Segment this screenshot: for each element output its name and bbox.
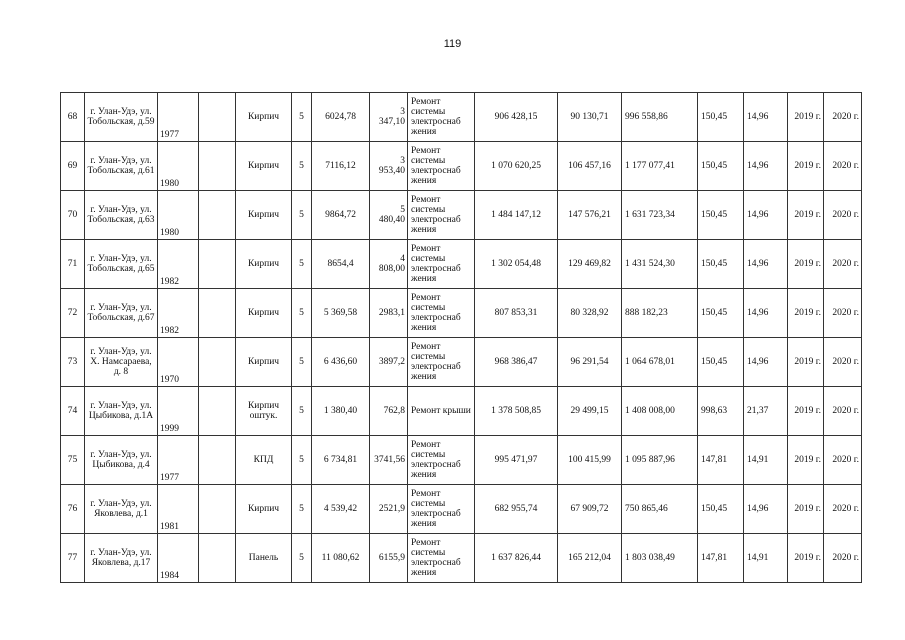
- total-cost-cell: 888 182,23: [622, 289, 698, 338]
- address-cell: г. Улан-Удэ, ул. Цыбикова, д.1А: [85, 387, 158, 436]
- living-area-cell: 762,8: [370, 387, 408, 436]
- year-built-cell: 1982: [158, 289, 199, 338]
- total-area-cell: 11 080,62: [312, 534, 370, 583]
- address-cell: г. Улан-Удэ, ул. Тобольская, д.63: [85, 191, 158, 240]
- work-type-cell: Ремонт крыши: [408, 387, 475, 436]
- table-row: [61, 191, 862, 240]
- total-cost-cell: 1 177 077,41: [622, 142, 698, 191]
- floors-cell: 5: [292, 485, 312, 534]
- floors-cell: 5: [292, 436, 312, 485]
- cost-extra-cell: 80 328,92: [558, 289, 622, 338]
- wall-material-cell: КПД: [236, 436, 292, 485]
- cost-cell: 1 637 826,44: [475, 534, 558, 583]
- blank-cell: [199, 387, 236, 436]
- blank-cell: [199, 142, 236, 191]
- cost-cell: 1 484 147,12: [475, 191, 558, 240]
- blank-cell: [199, 534, 236, 583]
- address-cell: г. Улан-Удэ, ул. Тобольская, д.65: [85, 240, 158, 289]
- start-year-cell: 2019 г.: [788, 142, 824, 191]
- cost-extra-cell: 106 457,16: [558, 142, 622, 191]
- work-type-cell: Ремонт системы электроснаб жения: [408, 485, 475, 534]
- page-number: 119: [443, 38, 462, 50]
- living-area-cell: 2521,9: [370, 485, 408, 534]
- total-area-cell: 6024,78: [312, 93, 370, 142]
- cost-extra-cell: 165 212,04: [558, 534, 622, 583]
- start-year-cell: 2019 г.: [788, 191, 824, 240]
- rate-cell: 150,45: [698, 93, 744, 142]
- total-cost-cell: 1 408 008,00: [622, 387, 698, 436]
- total-area-cell: 8654,4: [312, 240, 370, 289]
- percent-cell: 21,37: [744, 387, 788, 436]
- end-year-cell: 2020 г.: [824, 93, 862, 142]
- total-area-cell: 5 369,58: [312, 289, 370, 338]
- table-row: [61, 142, 862, 191]
- floors-cell: 5: [292, 387, 312, 436]
- total-cost-cell: 750 865,46: [622, 485, 698, 534]
- cost-extra-cell: 147 576,21: [558, 191, 622, 240]
- wall-material-cell: Кирпич: [236, 191, 292, 240]
- percent-cell: 14,96: [744, 485, 788, 534]
- total-cost-cell: 996 558,86: [622, 93, 698, 142]
- blank-cell: [199, 485, 236, 534]
- start-year-cell: 2019 г.: [788, 93, 824, 142]
- start-year-cell: 2019 г.: [788, 289, 824, 338]
- start-year-cell: 2019 г.: [788, 240, 824, 289]
- table-row: [61, 387, 862, 436]
- row-number: 68: [61, 93, 85, 142]
- cost-cell: 807 853,31: [475, 289, 558, 338]
- row-number: 69: [61, 142, 85, 191]
- work-type-cell: Ремонт системы электроснаб жения: [408, 534, 475, 583]
- living-area-cell: 6155,9: [370, 534, 408, 583]
- year-built-cell: 1977: [158, 93, 199, 142]
- table-row: [61, 534, 862, 583]
- row-number: 71: [61, 240, 85, 289]
- total-cost-cell: 1 803 038,49: [622, 534, 698, 583]
- work-type-cell: Ремонт системы электроснаб жения: [408, 93, 475, 142]
- end-year-cell: 2020 г.: [824, 485, 862, 534]
- start-year-cell: 2019 г.: [788, 338, 824, 387]
- total-area-cell: 6 436,60: [312, 338, 370, 387]
- total-cost-cell: 1 631 723,34: [622, 191, 698, 240]
- address-cell: г. Улан-Удэ, ул. Х. Намсараева, д. 8: [85, 338, 158, 387]
- work-type-cell: Ремонт системы электроснаб жения: [408, 191, 475, 240]
- wall-material-cell: Кирпич: [236, 289, 292, 338]
- address-cell: г. Улан-Удэ, ул. Тобольская, д.59: [85, 93, 158, 142]
- wall-material-cell: Кирпич: [236, 485, 292, 534]
- year-built-cell: 1981: [158, 485, 199, 534]
- wall-material-cell: Кирпич оштук.: [236, 387, 292, 436]
- cost-extra-cell: 96 291,54: [558, 338, 622, 387]
- cost-extra-cell: 90 130,71: [558, 93, 622, 142]
- living-area-cell: 3 953,40: [370, 142, 408, 191]
- address-cell: г. Улан-Удэ, ул. Цыбикова, д.4: [85, 436, 158, 485]
- year-built-cell: 1999: [158, 387, 199, 436]
- row-number: 76: [61, 485, 85, 534]
- cost-extra-cell: 67 909,72: [558, 485, 622, 534]
- table-body: [61, 93, 862, 583]
- blank-cell: [199, 191, 236, 240]
- table-row: [61, 93, 862, 142]
- total-area-cell: 9864,72: [312, 191, 370, 240]
- rate-cell: 150,45: [698, 142, 744, 191]
- blank-cell: [199, 289, 236, 338]
- address-cell: г. Улан-Удэ, ул. Яковлева, д.17: [85, 534, 158, 583]
- floors-cell: 5: [292, 534, 312, 583]
- table-row: [61, 289, 862, 338]
- total-area-cell: 4 539,42: [312, 485, 370, 534]
- cost-cell: 995 471,97: [475, 436, 558, 485]
- percent-cell: 14,96: [744, 338, 788, 387]
- work-type-cell: Ремонт системы электроснаб жения: [408, 240, 475, 289]
- rate-cell: 147,81: [698, 534, 744, 583]
- row-number: 72: [61, 289, 85, 338]
- cost-cell: 968 386,47: [475, 338, 558, 387]
- table-row: [61, 338, 862, 387]
- total-cost-cell: 1 095 887,96: [622, 436, 698, 485]
- address-cell: г. Улан-Удэ, ул. Тобольская, д.61: [85, 142, 158, 191]
- year-built-cell: 1980: [158, 191, 199, 240]
- living-area-cell: 4 808,00: [370, 240, 408, 289]
- work-type-cell: Ремонт системы электроснаб жения: [408, 338, 475, 387]
- living-area-cell: 2983,1: [370, 289, 408, 338]
- percent-cell: 14,96: [744, 142, 788, 191]
- cost-cell: 682 955,74: [475, 485, 558, 534]
- cost-cell: 906 428,15: [475, 93, 558, 142]
- rate-cell: 150,45: [698, 289, 744, 338]
- living-area-cell: 3897,2: [370, 338, 408, 387]
- percent-cell: 14,96: [744, 93, 788, 142]
- work-type-cell: Ремонт системы электроснаб жения: [408, 289, 475, 338]
- total-area-cell: 1 380,40: [312, 387, 370, 436]
- cost-cell: 1 378 508,85: [475, 387, 558, 436]
- row-number: 74: [61, 387, 85, 436]
- blank-cell: [199, 436, 236, 485]
- cost-extra-cell: 129 469,82: [558, 240, 622, 289]
- year-built-cell: 1970: [158, 338, 199, 387]
- address-cell: г. Улан-Удэ, ул. Тобольская, д.67: [85, 289, 158, 338]
- percent-cell: 14,91: [744, 436, 788, 485]
- rate-cell: 998,63: [698, 387, 744, 436]
- wall-material-cell: Панель: [236, 534, 292, 583]
- work-type-cell: Ремонт системы электроснаб жения: [408, 436, 475, 485]
- percent-cell: 14,96: [744, 191, 788, 240]
- wall-material-cell: Кирпич: [236, 240, 292, 289]
- start-year-cell: 2019 г.: [788, 534, 824, 583]
- rate-cell: 150,45: [698, 240, 744, 289]
- row-number: 75: [61, 436, 85, 485]
- wall-material-cell: Кирпич: [236, 338, 292, 387]
- start-year-cell: 2019 г.: [788, 485, 824, 534]
- floors-cell: 5: [292, 93, 312, 142]
- end-year-cell: 2020 г.: [824, 338, 862, 387]
- table-row: [61, 485, 862, 534]
- row-number: 73: [61, 338, 85, 387]
- address-cell: г. Улан-Удэ, ул. Яковлева, д.1: [85, 485, 158, 534]
- blank-cell: [199, 240, 236, 289]
- living-area-cell: 5 480,40: [370, 191, 408, 240]
- blank-cell: [199, 338, 236, 387]
- floors-cell: 5: [292, 289, 312, 338]
- floors-cell: 5: [292, 338, 312, 387]
- start-year-cell: 2019 г.: [788, 387, 824, 436]
- wall-material-cell: Кирпич: [236, 93, 292, 142]
- cost-cell: 1 302 054,48: [475, 240, 558, 289]
- cost-extra-cell: 29 499,15: [558, 387, 622, 436]
- end-year-cell: 2020 г.: [824, 387, 862, 436]
- table-row: [61, 240, 862, 289]
- living-area-cell: 3 347,10: [370, 93, 408, 142]
- end-year-cell: 2020 г.: [824, 436, 862, 485]
- rate-cell: 147,81: [698, 436, 744, 485]
- cost-extra-cell: 100 415,99: [558, 436, 622, 485]
- percent-cell: 14,96: [744, 240, 788, 289]
- end-year-cell: 2020 г.: [824, 289, 862, 338]
- work-type-cell: Ремонт системы электроснаб жения: [408, 142, 475, 191]
- year-built-cell: 1982: [158, 240, 199, 289]
- row-number: 70: [61, 191, 85, 240]
- row-number: 77: [61, 534, 85, 583]
- total-area-cell: 7116,12: [312, 142, 370, 191]
- total-cost-cell: 1 431 524,30: [622, 240, 698, 289]
- floors-cell: 5: [292, 191, 312, 240]
- year-built-cell: 1977: [158, 436, 199, 485]
- floors-cell: 5: [292, 240, 312, 289]
- table-row: [61, 436, 862, 485]
- end-year-cell: 2020 г.: [824, 191, 862, 240]
- repair-table: [60, 92, 862, 583]
- year-built-cell: 1980: [158, 142, 199, 191]
- percent-cell: 14,91: [744, 534, 788, 583]
- cost-cell: 1 070 620,25: [475, 142, 558, 191]
- rate-cell: 150,45: [698, 191, 744, 240]
- rate-cell: 150,45: [698, 485, 744, 534]
- end-year-cell: 2020 г.: [824, 142, 862, 191]
- total-cost-cell: 1 064 678,01: [622, 338, 698, 387]
- end-year-cell: 2020 г.: [824, 534, 862, 583]
- living-area-cell: 3741,56: [370, 436, 408, 485]
- rate-cell: 150,45: [698, 338, 744, 387]
- wall-material-cell: Кирпич: [236, 142, 292, 191]
- start-year-cell: 2019 г.: [788, 436, 824, 485]
- total-area-cell: 6 734,81: [312, 436, 370, 485]
- percent-cell: 14,96: [744, 289, 788, 338]
- blank-cell: [199, 93, 236, 142]
- floors-cell: 5: [292, 142, 312, 191]
- end-year-cell: 2020 г.: [824, 240, 862, 289]
- year-built-cell: 1984: [158, 534, 199, 583]
